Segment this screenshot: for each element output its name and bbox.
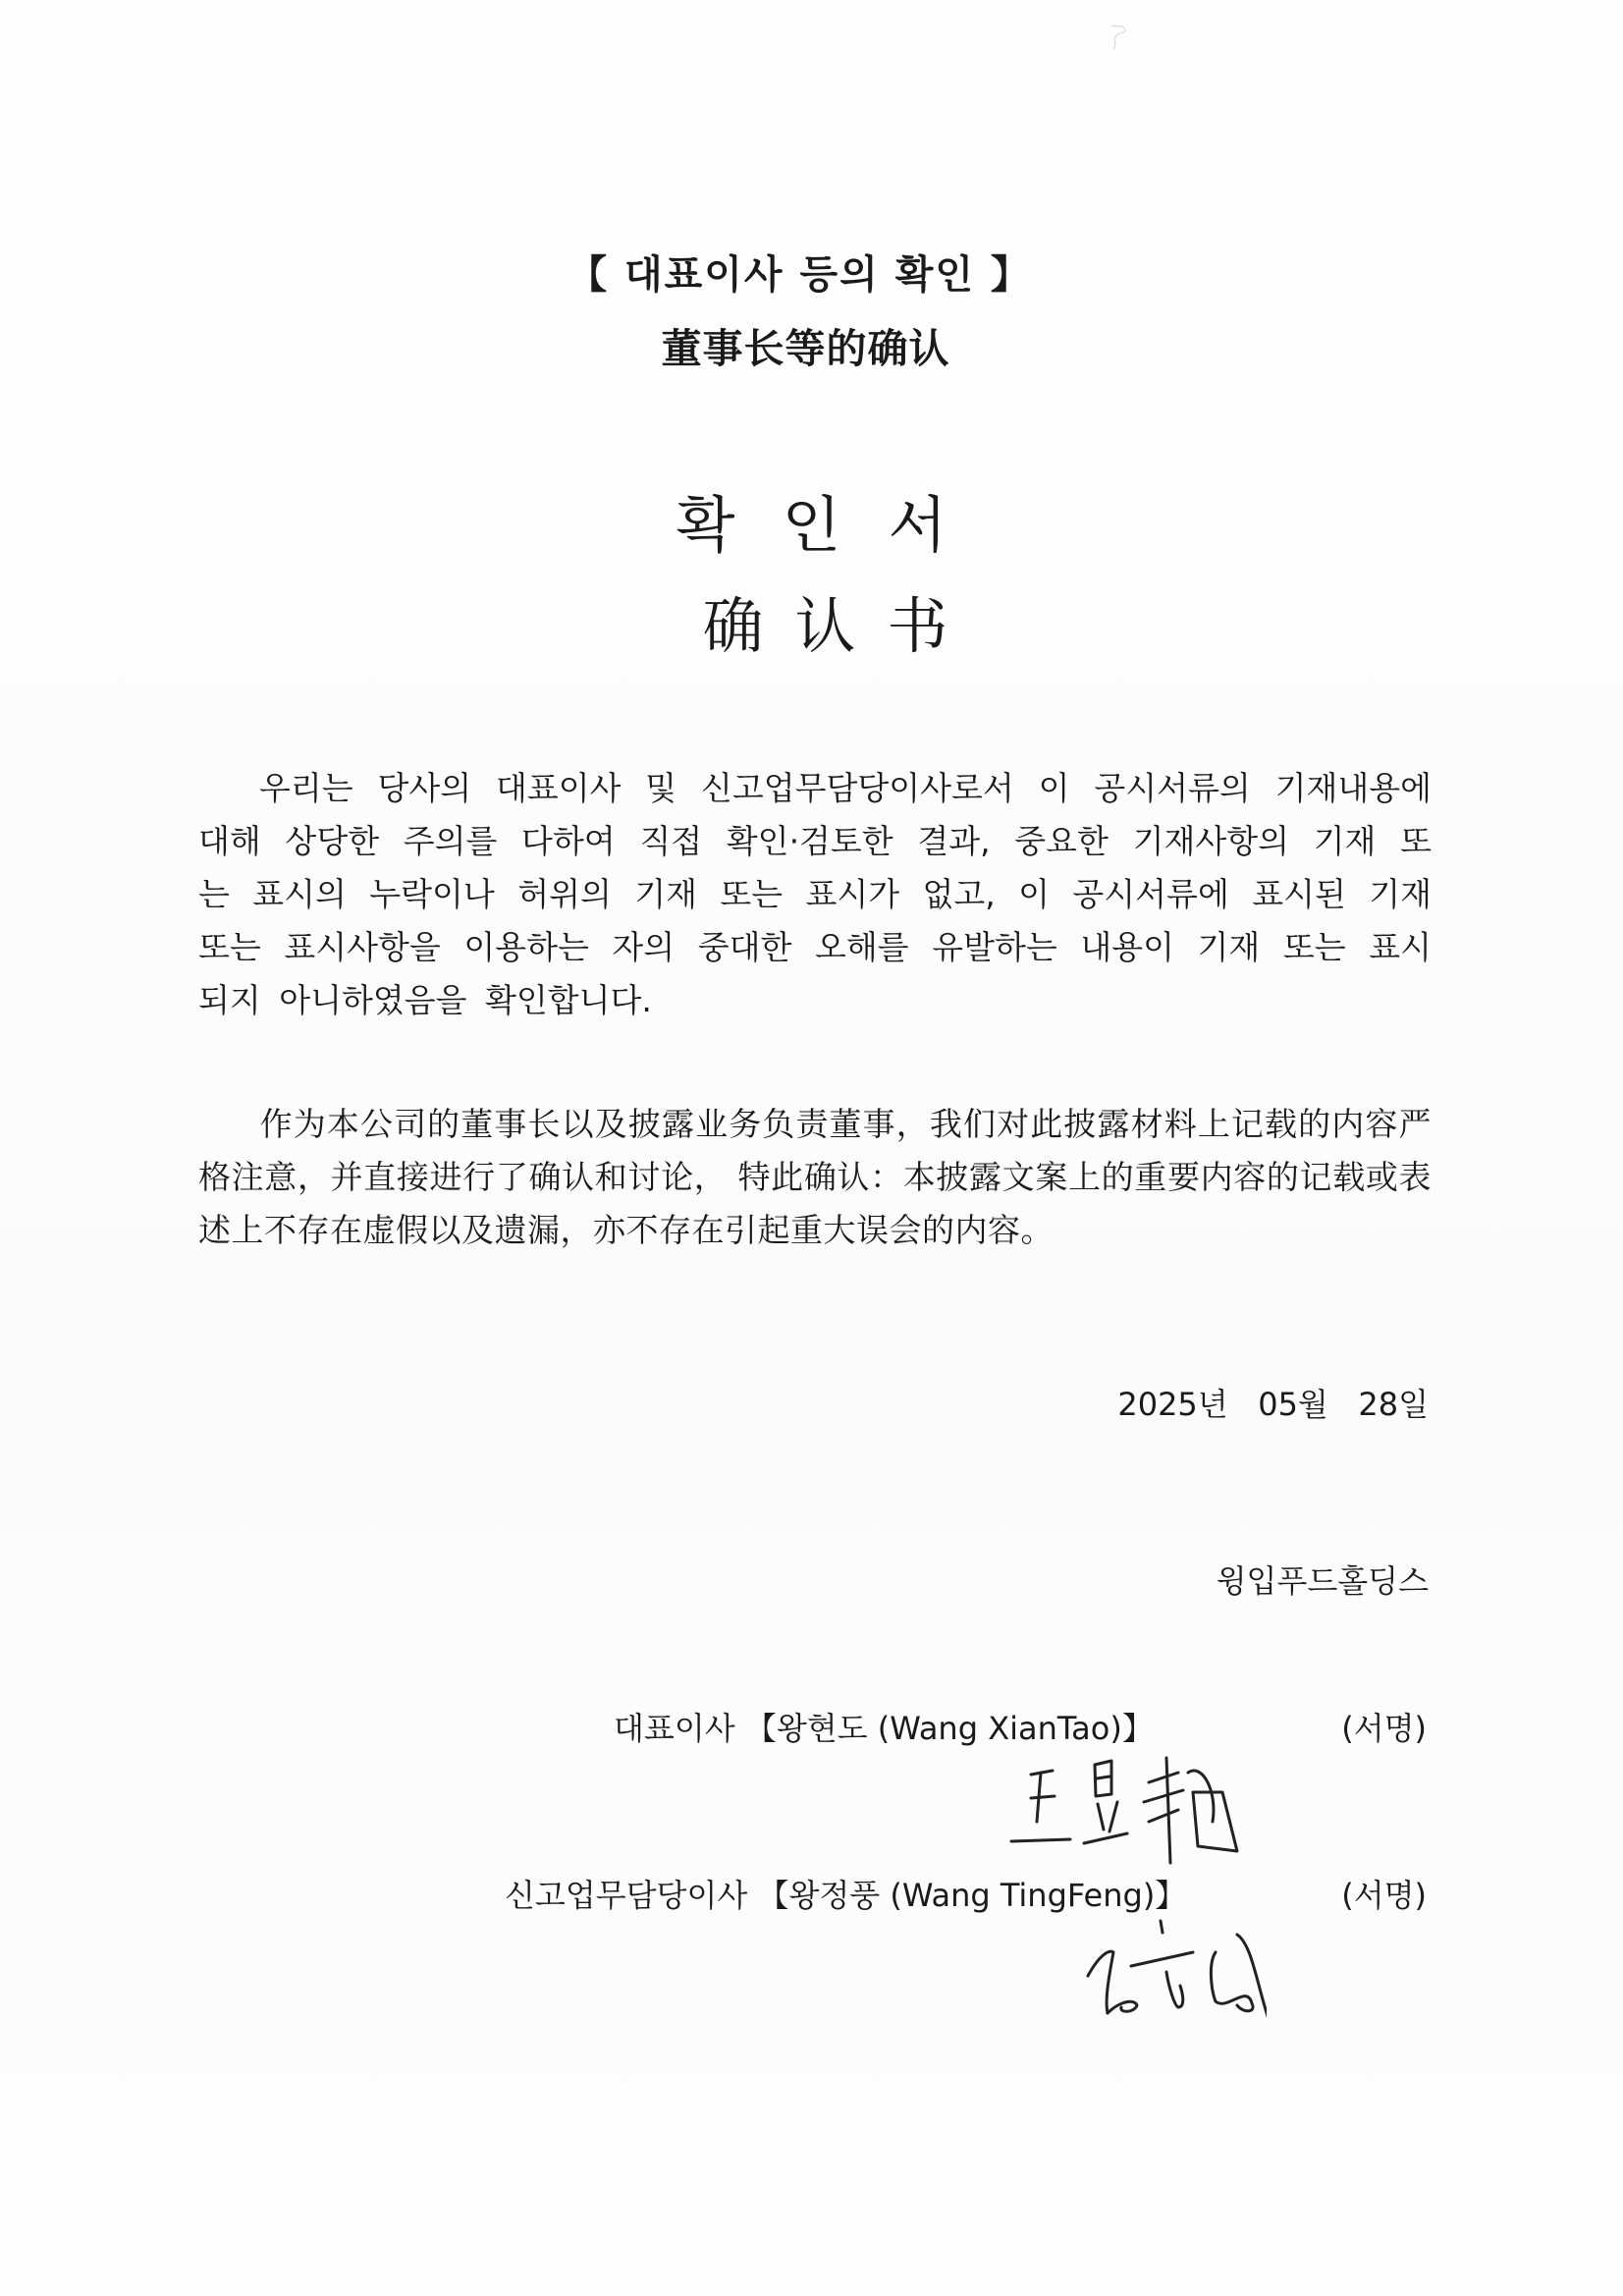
signer-name: 【왕현도 (Wang XianTao)】: [744, 1710, 1154, 1747]
paragraph-line: 되지 아니하였음을 확인합니다.: [198, 981, 652, 1019]
signature-label: (서명): [1341, 1710, 1427, 1747]
signer-role: 신고업무담당이사: [505, 1877, 748, 1914]
signer-disclosure-director: [505, 1871, 1186, 1916]
signature-label: (서명): [1341, 1877, 1427, 1914]
signer-ceo: [614, 1704, 1154, 1749]
document-title-korean: 확인서: [676, 489, 995, 561]
company-name: 윙입푸드홀딩스: [1216, 1562, 1429, 1600]
paragraph-line: 또는 표시사항을 이용하는 자의 중대한 오해를 유발하는 내용이 기재 또는 표시: [198, 928, 1432, 966]
document-title-chinese: 确认书: [702, 590, 980, 662]
signer-role: 대표이사: [614, 1710, 735, 1747]
paragraph-line: 우리는 당사의 대표이사 및 신고업무담당이사로서 이 공시서류의 기재내용에: [259, 769, 1432, 807]
handwritten-signature-icon: [1001, 1753, 1267, 1871]
confirmation-paragraph-chinese: [198, 1098, 1432, 1257]
header-title-chinese: 董事长等的确认: [661, 325, 950, 372]
scan-mark-icon: [1100, 20, 1139, 59]
confirmation-paragraph-korean: [198, 762, 1432, 1027]
document-date: 2025년 05월 28일: [1117, 1386, 1429, 1423]
paragraph-line: 格注意，并直接进行了确认和讨论， 特此确认：本披露文案上的重要内容的记载或表: [198, 1158, 1432, 1196]
paragraph-line: 대해 상당한 주의를 다하여 직접 확인·검토한 결과, 중요한 기재사항의 기재 또: [198, 822, 1432, 860]
paragraph-line: 作为本公司的董事长以及披露业务负责董事，我们对此披露材料上记载的内容严: [259, 1105, 1432, 1143]
signer-name: 【왕정풍 (Wang TingFeng)】: [757, 1877, 1187, 1914]
handwritten-signature-icon: [1051, 1915, 1267, 2033]
paragraph-line: 는 표시의 누락이나 허위의 기재 또는 표시가 없고, 이 공시서류에 표시된 기재: [198, 875, 1432, 913]
header-title-korean: 【 대표이사 등의 확인 】: [568, 252, 1032, 298]
paragraph-line: 述上不存在虚假以及遗漏，亦不存在引起重大误会的内容。: [198, 1211, 1054, 1249]
